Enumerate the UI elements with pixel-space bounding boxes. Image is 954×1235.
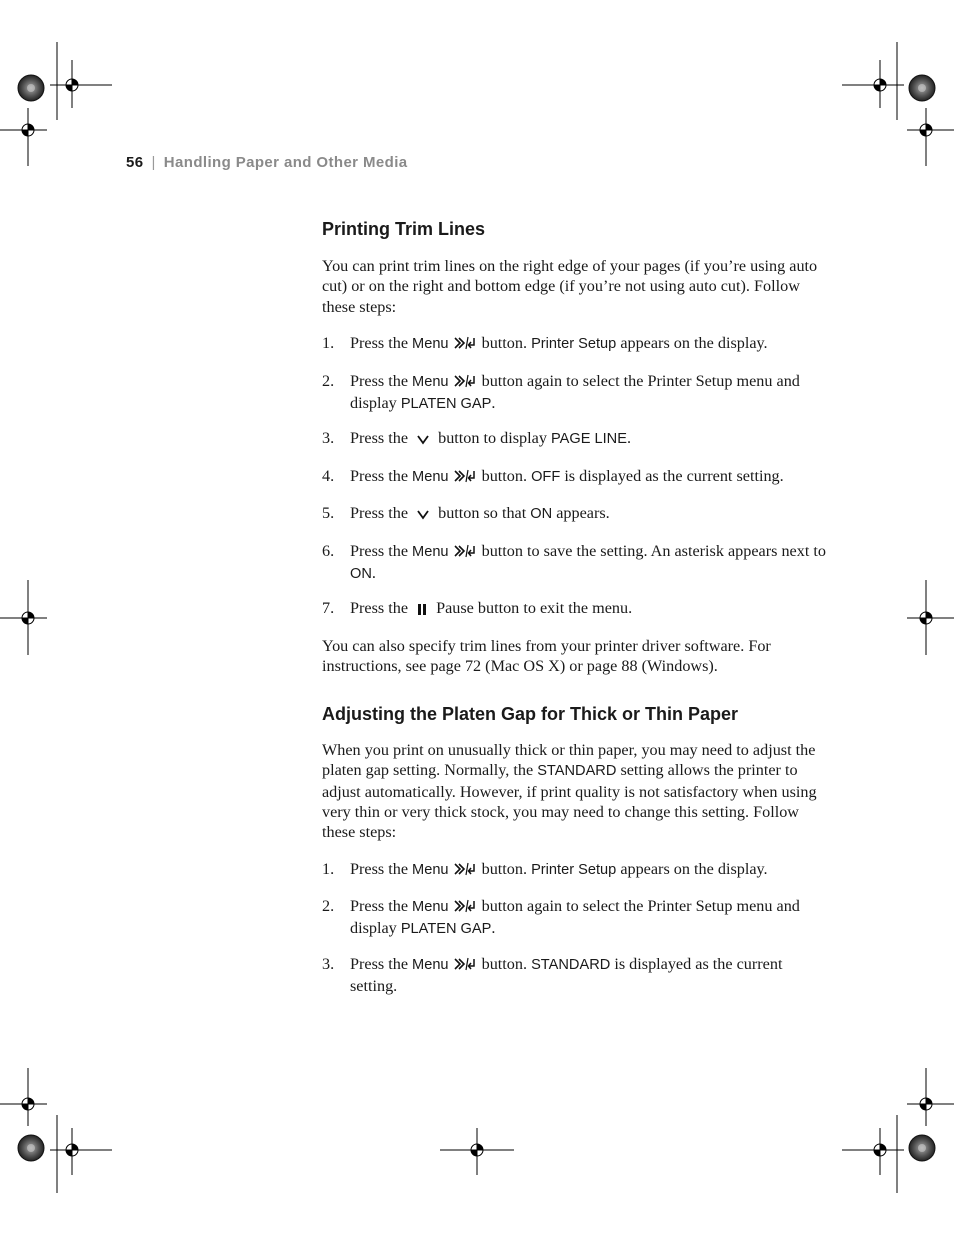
ui-term: PLATEN GAP xyxy=(400,396,492,412)
step-number: 1. xyxy=(322,860,335,878)
step-body xyxy=(350,503,827,525)
down-arrow-icon xyxy=(416,430,430,450)
step-body xyxy=(350,541,827,584)
menu-enter-icon xyxy=(454,468,476,488)
step-number: 2. xyxy=(322,897,335,915)
step-text: . xyxy=(491,394,496,412)
ui-term: Menu xyxy=(412,469,449,485)
step-text: button. xyxy=(477,334,532,352)
ui-term: Menu xyxy=(412,374,449,390)
step-text: button to display xyxy=(434,429,551,447)
page-number: 56 xyxy=(126,154,144,171)
ui-term: Menu xyxy=(412,336,449,352)
ui-term: Menu xyxy=(412,544,449,560)
ui-term: STANDARD xyxy=(531,957,611,973)
running-header xyxy=(126,154,408,171)
step-text: is displayed as the current setting. xyxy=(560,467,784,485)
chapter-title: Handling Paper and Other Media xyxy=(163,154,408,171)
ui-term: Menu xyxy=(412,899,449,915)
step-text: button again to select the Printer Setup menu and display xyxy=(350,372,800,412)
step-text: Press the xyxy=(350,372,413,390)
step-text: Press the xyxy=(350,504,413,522)
ui-term: PAGE LINE xyxy=(550,431,627,447)
step-text: button. xyxy=(477,467,532,485)
section-intro-platen-gap xyxy=(322,740,827,842)
step-text: . xyxy=(626,429,631,447)
step-text: button again to select the Printer Setup menu and display xyxy=(350,897,800,937)
step-text: Press the xyxy=(350,897,413,915)
ui-term: Menu xyxy=(412,957,449,973)
ui-term: Printer Setup xyxy=(531,336,617,352)
section-heading-trim-lines: Printing Trim Lines xyxy=(322,219,486,239)
step-text: button to save the setting. An asterisk appears next to xyxy=(477,542,826,560)
step-body xyxy=(350,371,827,414)
step-body xyxy=(350,954,827,996)
step-number: 3. xyxy=(322,429,335,447)
ui-term: Printer Setup xyxy=(531,862,617,878)
step-number: 3. xyxy=(322,955,335,973)
step-text: Press the xyxy=(350,860,413,878)
section-intro-trim-lines: You can print trim lines on the right edge of your pages (if you’re using auto cut) or on the right and bottom edge (if you’re not using auto cut). Follow these steps: xyxy=(322,257,818,316)
ui-term: OFF xyxy=(531,469,561,485)
step-text: Press the xyxy=(350,334,413,352)
menu-enter-icon xyxy=(454,373,476,393)
step-body xyxy=(350,428,827,450)
step-text: button so that xyxy=(434,504,531,522)
menu-enter-icon xyxy=(454,861,476,881)
menu-enter-icon xyxy=(454,898,476,918)
step-text: appears on the display. xyxy=(616,860,768,878)
step-text: button. xyxy=(477,955,532,973)
step-text: Press the xyxy=(350,542,413,560)
step-number: 5. xyxy=(322,504,335,522)
step-text: . xyxy=(371,564,376,582)
section-heading-platen-gap: Adjusting the Platen Gap for Thick or Thin Paper xyxy=(322,704,739,724)
menu-enter-icon xyxy=(454,335,476,355)
step-number: 4. xyxy=(322,467,335,485)
ui-term: Menu xyxy=(412,862,449,878)
step-number: 7. xyxy=(322,599,335,617)
step-body xyxy=(350,598,827,620)
step-text: . xyxy=(491,919,496,937)
section-outro-trim-lines: You can also specify trim lines from your printer driver software. For instructions, see page 72 (Mac OS X) or page 88 (Windows). xyxy=(322,637,771,676)
step-body xyxy=(350,333,827,355)
step-text: setting allows the printer to adjust automatically. However, if print quality is not satisfactory when using very thin or very thick stock, you may need to change this setting. Follow these steps: xyxy=(322,761,817,842)
step-text: When you print on unusually thick or thin paper, you may need to adjust the platen gap setting. Normally, the xyxy=(322,741,816,780)
menu-enter-icon xyxy=(454,956,476,976)
step-text: appears. xyxy=(552,504,610,522)
step-text: Press the xyxy=(350,955,413,973)
ui-term: STANDARD xyxy=(537,763,617,780)
step-text: Press the xyxy=(350,429,413,447)
header-separator: | xyxy=(151,154,156,171)
step-body xyxy=(350,896,827,939)
ui-term: PLATEN GAP xyxy=(400,921,492,937)
step-text: button. xyxy=(477,860,532,878)
step-body xyxy=(350,466,827,488)
step-number: 6. xyxy=(322,542,335,560)
step-number: 1. xyxy=(322,334,335,352)
step-text: is displayed as the current setting. xyxy=(350,955,783,995)
step-text: Press the xyxy=(350,467,413,485)
ui-term: ON xyxy=(530,506,553,522)
down-arrow-icon xyxy=(416,505,430,525)
step-text: Pause button to exit the menu. xyxy=(432,599,633,617)
step-text: Press the xyxy=(350,599,413,617)
pause-icon xyxy=(416,600,428,620)
step-body xyxy=(350,859,827,881)
step-text: appears on the display. xyxy=(616,334,768,352)
step-number: 2. xyxy=(322,372,335,390)
menu-enter-icon xyxy=(454,543,476,563)
ui-term: ON xyxy=(350,566,372,582)
